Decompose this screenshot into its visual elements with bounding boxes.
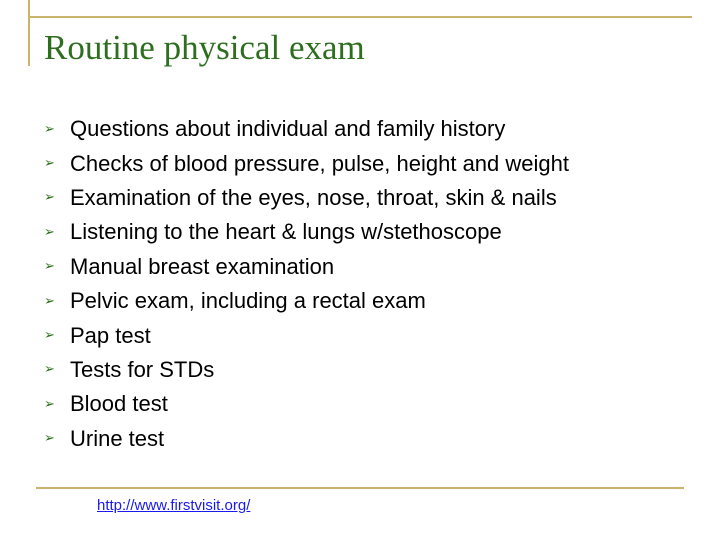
arrow-bullet-icon: ➢ xyxy=(44,431,55,447)
arrow-bullet-icon: ➢ xyxy=(44,396,55,412)
bullet-text: Manual breast examination xyxy=(70,253,335,279)
arrow-bullet-icon: ➢ xyxy=(44,362,55,378)
bullet-text: Listening to the heart & lungs w/stethoscope xyxy=(70,219,502,245)
bullet-text: Blood test xyxy=(70,391,168,417)
left-rule-divider xyxy=(28,0,30,66)
slide-title: Routine physical exam xyxy=(44,28,365,67)
arrow-bullet-icon: ➢ xyxy=(44,259,55,275)
list-item xyxy=(44,146,569,180)
bullet-text: Pap test xyxy=(70,322,151,348)
list-item xyxy=(44,215,569,249)
arrow-bullet-icon: ➢ xyxy=(44,121,55,137)
bullet-text: Pelvic exam, including a rectal exam xyxy=(70,288,426,314)
list-item xyxy=(44,387,569,421)
top-rule-divider xyxy=(28,16,692,18)
list-item xyxy=(44,353,569,387)
arrow-bullet-icon: ➢ xyxy=(44,190,55,206)
bullet-text: Checks of blood pressure, pulse, height and weight xyxy=(70,150,569,176)
bullet-list xyxy=(44,112,569,456)
list-item xyxy=(44,112,569,146)
bullet-text: Examination of the eyes, nose, throat, skin & nails xyxy=(70,184,557,210)
list-item xyxy=(44,250,569,284)
list-item xyxy=(44,284,569,318)
arrow-bullet-icon: ➢ xyxy=(44,328,55,344)
bottom-rule-divider xyxy=(36,487,684,489)
list-item xyxy=(44,181,569,215)
source-link[interactable]: http://www.firstvisit.org/ xyxy=(97,497,251,514)
arrow-bullet-icon: ➢ xyxy=(44,293,55,309)
bullet-text: Tests for STDs xyxy=(70,356,215,382)
list-item xyxy=(44,422,569,456)
bullet-text: Urine test xyxy=(70,425,165,451)
arrow-bullet-icon: ➢ xyxy=(44,224,55,240)
list-item xyxy=(44,318,569,352)
arrow-bullet-icon: ➢ xyxy=(44,156,55,172)
bullet-text: Questions about individual and family history xyxy=(70,116,506,142)
